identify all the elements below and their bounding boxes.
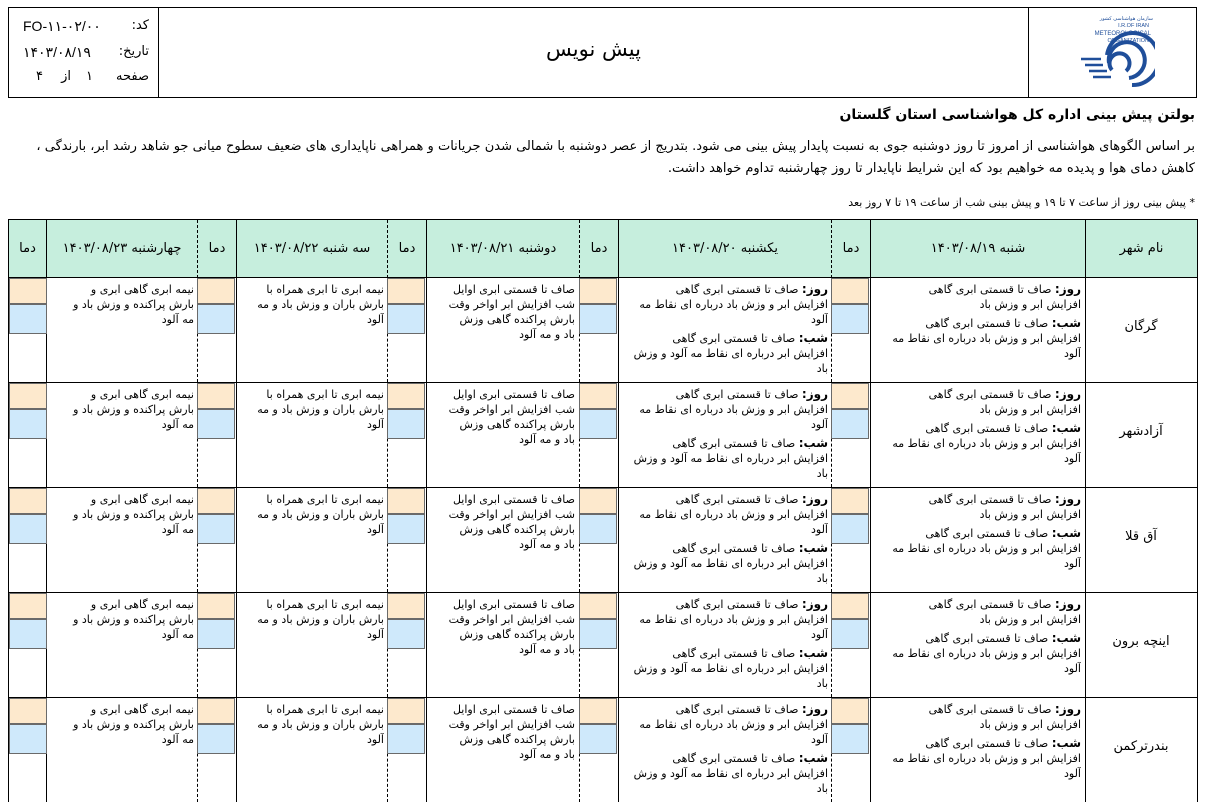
sun-night-line1: صاف تا قسمتی ابری گاهی	[672, 437, 796, 450]
wed-line1: نیمه ابری گاهی ابری و	[90, 598, 194, 611]
forecast-sun	[623, 282, 828, 382]
tue-line3: آلود	[367, 313, 384, 326]
column-divider	[618, 593, 619, 697]
sat-night-line3: آلود	[1064, 347, 1081, 360]
sat-night-line2: افزایش ابر و وزش باد درباره ای نقاط مه	[892, 752, 1081, 765]
sun-night-line1: صاف تا قسمتی ابری گاهی	[672, 752, 796, 765]
max-temp-field[interactable]	[831, 488, 869, 514]
sat-day-line1: صاف تا قسمتی ابری گاهی	[928, 598, 1052, 611]
forecast-sat	[875, 702, 1081, 800]
page-label: صفحه	[116, 69, 149, 84]
max-temp-field[interactable]	[579, 593, 617, 619]
form-info-box	[9, 8, 159, 97]
night-label: شب:	[1051, 421, 1081, 435]
mon-line1: صاف تا قسمتی ابری اوایل	[452, 283, 575, 296]
min-temp-field[interactable]	[387, 514, 425, 544]
day-label: روز:	[1054, 387, 1081, 401]
min-temp-field[interactable]	[9, 409, 47, 439]
min-temp-field[interactable]	[197, 304, 235, 334]
sat-night-line3: آلود	[1064, 452, 1081, 465]
max-temp-field[interactable]	[387, 488, 425, 514]
forecast-wed	[50, 702, 194, 800]
forecast-tue	[240, 492, 384, 590]
max-temp-field[interactable]	[197, 488, 235, 514]
max-temp-field[interactable]	[831, 593, 869, 619]
max-temp-field[interactable]	[387, 593, 425, 619]
header-temp-mon: دما	[387, 220, 426, 278]
day-label: روز:	[1054, 492, 1081, 506]
forecast-mon	[430, 387, 575, 485]
wed-line2: بارش پراکنده و وزش باد و	[73, 403, 194, 416]
header-day-mon: دوشنبه ۱۴۰۳/۰۸/۲۱	[426, 220, 579, 278]
forecast-sat	[875, 492, 1081, 590]
day-label: روز:	[801, 387, 828, 401]
min-temp-field[interactable]	[9, 304, 47, 334]
max-temp-field[interactable]	[9, 383, 47, 409]
min-temp-field[interactable]	[9, 514, 47, 544]
min-temp-field[interactable]	[579, 724, 617, 754]
max-temp-field[interactable]	[197, 698, 235, 724]
logo-text-line1: سازمان هواشناسی کشور	[1099, 16, 1153, 22]
logo-text-line4: ORGANIZATION	[1107, 38, 1149, 44]
city-name: گرگان	[1124, 318, 1158, 334]
header-day-sat: شنبه ۱۴۰۳/۰۸/۱۹	[870, 220, 1085, 278]
bulletin-title: بولتن پیش بینی اداره کل هواشناسی استان گلستان	[839, 107, 1195, 123]
min-temp-field[interactable]	[579, 619, 617, 649]
max-temp-field[interactable]	[579, 698, 617, 724]
column-divider	[236, 488, 237, 592]
forecast-sun	[623, 492, 828, 592]
sat-day-line1: صاف تا قسمتی ابری گاهی	[928, 493, 1052, 506]
sat-day-line2: افزایش ابر و وزش باد	[979, 613, 1081, 626]
mon-line2: شب افزایش ابر اواخر وقت	[448, 718, 575, 731]
table-row	[9, 278, 1197, 383]
night-label: شب:	[798, 436, 828, 450]
sat-night-line1: صاف تا قسمتی ابری گاهی	[925, 422, 1049, 435]
min-temp-field[interactable]	[387, 724, 425, 754]
page-of-label: از	[61, 69, 71, 84]
sun-night-line2: افزایش ابر درباره ای نقاط مه آلود و وزش	[633, 662, 828, 675]
code-row	[15, 17, 153, 35]
column-divider	[426, 488, 427, 592]
city-name: آق قلا	[1125, 528, 1157, 544]
column-divider	[618, 698, 619, 802]
night-label: شب:	[1051, 316, 1081, 330]
sun-night-line2: افزایش ابر درباره ای نقاط مه آلود و وزش	[633, 557, 828, 570]
forecast-time-note: * پیش بینی روز از ساعت ۷ تا ۱۹ و پیش بینی شب از ساعت ۱۹ تا ۷ روز بعد	[848, 196, 1195, 209]
mon-line3: بارش پراکنده گاهی وزش	[459, 418, 575, 431]
wed-line1: نیمه ابری گاهی ابری و	[90, 703, 194, 716]
tue-line2: بارش باران و وزش باد و مه	[257, 403, 384, 416]
max-temp-field[interactable]	[579, 488, 617, 514]
date-value: ۱۴۰۳/۰۸/۱۹	[23, 44, 91, 60]
sat-night-line2: افزایش ابر و وزش باد درباره ای نقاط مه	[892, 647, 1081, 660]
wed-line2: بارش پراکنده و وزش باد و	[73, 718, 194, 731]
mon-line3: بارش پراکنده گاهی وزش	[459, 523, 575, 536]
min-temp-field[interactable]	[197, 514, 235, 544]
mon-line1: صاف تا قسمتی ابری اوایل	[452, 388, 575, 401]
column-divider	[236, 383, 237, 487]
mon-line2: شب افزایش ابر اواخر وقت	[448, 613, 575, 626]
sat-night-line2: افزایش ابر و وزش باد درباره ای نقاط مه	[892, 437, 1081, 450]
wed-line3: مه آلود	[161, 628, 194, 641]
min-temp-field[interactable]	[387, 409, 425, 439]
mon-line1: صاف تا قسمتی ابری اوایل	[452, 703, 575, 716]
date-row	[15, 43, 153, 61]
sun-night-line1: صاف تا قسمتی ابری گاهی	[672, 647, 796, 660]
table-row	[9, 488, 1197, 593]
max-temp-field[interactable]	[197, 593, 235, 619]
column-divider	[870, 278, 871, 382]
tue-line1: نیمه ابری تا ابری همراه با	[266, 388, 384, 401]
wed-line2: بارش پراکنده و وزش باد و	[73, 508, 194, 521]
date-label: تاریخ:	[118, 44, 149, 59]
table-row	[9, 698, 1197, 802]
page-row	[15, 68, 153, 86]
mon-line4: باد و مه آلود	[519, 643, 575, 656]
forecast-sat	[875, 597, 1081, 695]
sun-day-line3: آلود	[811, 733, 828, 746]
day-label: روز:	[1054, 282, 1081, 296]
min-temp-field[interactable]	[579, 409, 617, 439]
logo-text-line2: I.R.OF IRAN	[1118, 23, 1149, 29]
forecast-tue	[240, 282, 384, 380]
night-label: شب:	[1051, 526, 1081, 540]
sat-night-line1: صاف تا قسمتی ابری گاهی	[925, 632, 1049, 645]
header-day-wed: چهارشنبه ۱۴۰۳/۰۸/۲۳	[46, 220, 197, 278]
sun-night-line3: باد	[816, 467, 828, 480]
max-temp-field[interactable]	[831, 278, 869, 304]
forecast-sun	[623, 702, 828, 802]
min-temp-field[interactable]	[9, 619, 47, 649]
sun-day-line1: صاف تا قسمتی ابری گاهی	[675, 283, 799, 296]
forecast-wed	[50, 597, 194, 695]
header-city: نام شهر	[1085, 220, 1197, 278]
wed-line2: بارش پراکنده و وزش باد و	[73, 298, 194, 311]
mon-line2: شب افزایش ابر اواخر وقت	[448, 403, 575, 416]
night-label: شب:	[798, 751, 828, 765]
header-temp-tue: دما	[197, 220, 236, 278]
min-temp-field[interactable]	[197, 619, 235, 649]
day-label: روز:	[801, 702, 828, 716]
forecast-wed	[50, 492, 194, 590]
sat-night-line1: صاف تا قسمتی ابری گاهی	[925, 737, 1049, 750]
forecast-tue	[240, 702, 384, 800]
min-temp-field[interactable]	[579, 514, 617, 544]
page-current: ۱	[86, 69, 93, 84]
night-label: شب:	[798, 646, 828, 660]
sun-day-line1: صاف تا قسمتی ابری گاهی	[675, 703, 799, 716]
sun-day-line3: آلود	[811, 418, 828, 431]
min-temp-field[interactable]	[579, 304, 617, 334]
min-temp-field[interactable]	[831, 409, 869, 439]
sat-day-line2: افزایش ابر و وزش باد	[979, 718, 1081, 731]
mon-line1: صاف تا قسمتی ابری اوایل	[452, 493, 575, 506]
column-divider	[870, 488, 871, 592]
sat-night-line1: صاف تا قسمتی ابری گاهی	[925, 527, 1049, 540]
tue-line3: آلود	[367, 733, 384, 746]
wed-line1: نیمه ابری گاهی ابری و	[90, 283, 194, 296]
column-divider	[236, 698, 237, 802]
min-temp-field[interactable]	[197, 724, 235, 754]
sun-day-line3: آلود	[811, 313, 828, 326]
mon-line2: شب افزایش ابر اواخر وقت	[448, 508, 575, 521]
sun-day-line3: آلود	[811, 628, 828, 641]
min-temp-field[interactable]	[831, 724, 869, 754]
tue-line2: بارش باران و وزش باد و مه	[257, 718, 384, 731]
wed-line3: مه آلود	[161, 313, 194, 326]
min-temp-field[interactable]	[387, 304, 425, 334]
sun-night-line2: افزایش ابر درباره ای نقاط مه آلود و وزش	[633, 347, 828, 360]
wed-line3: مه آلود	[161, 523, 194, 536]
sat-night-line2: افزایش ابر و وزش باد درباره ای نقاط مه	[892, 542, 1081, 555]
column-divider	[236, 278, 237, 382]
meteorological-organization-logo-icon	[1077, 13, 1155, 93]
code-value: FO-۱۱-۰۲/۰۰	[23, 18, 101, 34]
forecast-table	[8, 219, 1198, 802]
max-temp-field[interactable]	[9, 698, 47, 724]
header-temp-sun: دما	[579, 220, 618, 278]
city-name: آزادشهر	[1119, 423, 1163, 439]
min-temp-field[interactable]	[387, 619, 425, 649]
max-temp-field[interactable]	[579, 383, 617, 409]
table-row	[9, 383, 1197, 488]
sat-day-line2: افزایش ابر و وزش باد	[979, 508, 1081, 521]
tue-line3: آلود	[367, 418, 384, 431]
max-temp-field[interactable]	[831, 383, 869, 409]
sun-night-line3: باد	[816, 782, 828, 795]
sun-day-line1: صاف تا قسمتی ابری گاهی	[675, 493, 799, 506]
max-temp-field[interactable]	[197, 383, 235, 409]
forecast-tue	[240, 387, 384, 485]
max-temp-field[interactable]	[387, 278, 425, 304]
header-temp-sat: دما	[831, 220, 870, 278]
night-label: شب:	[1051, 736, 1081, 750]
logo-text-line3: METEOROLOGICAL	[1094, 31, 1151, 37]
max-temp-field[interactable]	[9, 593, 47, 619]
wed-line3: مه آلود	[161, 418, 194, 431]
organization-logo	[1028, 8, 1196, 97]
wed-line1: نیمه ابری گاهی ابری و	[90, 493, 194, 506]
sat-night-line1: صاف تا قسمتی ابری گاهی	[925, 317, 1049, 330]
tue-line1: نیمه ابری تا ابری همراه با	[266, 283, 384, 296]
sun-night-line3: باد	[816, 677, 828, 690]
max-temp-field[interactable]	[9, 278, 47, 304]
header-day-tue: سه شنبه ۱۴۰۳/۰۸/۲۲	[236, 220, 387, 278]
forecast-mon	[430, 597, 575, 695]
night-label: شب:	[798, 541, 828, 555]
forecast-mon	[430, 282, 575, 380]
wed-line3: مه آلود	[161, 733, 194, 746]
forecast-mon	[430, 492, 575, 590]
header-temp-wed: دما	[9, 220, 46, 278]
city-name: بندرترکمن	[1113, 738, 1169, 754]
min-temp-field[interactable]	[9, 724, 47, 754]
column-divider	[870, 593, 871, 697]
sun-day-line1: صاف تا قسمتی ابری گاهی	[675, 598, 799, 611]
sun-day-line2: افزایش ابر و وزش باد درباره ای نقاط مه	[639, 508, 828, 521]
max-temp-field[interactable]	[831, 698, 869, 724]
column-divider	[618, 278, 619, 382]
tue-line2: بارش باران و وزش باد و مه	[257, 508, 384, 521]
mon-line3: بارش پراکنده گاهی وزش	[459, 628, 575, 641]
mon-line3: بارش پراکنده گاهی وزش	[459, 313, 575, 326]
bulletin-line-2: کاهش دمای هوا و پدیده مه خواهیم بود که این شرایط ناپایدار تا روز چهارشنبه تداوم خواهد داشت.	[667, 161, 1195, 176]
sat-night-line3: آلود	[1064, 662, 1081, 675]
sun-day-line2: افزایش ابر و وزش باد درباره ای نقاط مه	[639, 298, 828, 311]
mon-line4: باد و مه آلود	[519, 328, 575, 341]
wed-line1: نیمه ابری گاهی ابری و	[90, 388, 194, 401]
column-divider	[618, 488, 619, 592]
sun-day-line1: صاف تا قسمتی ابری گاهی	[675, 388, 799, 401]
column-divider	[426, 593, 427, 697]
day-label: روز:	[801, 597, 828, 611]
mon-line3: بارش پراکنده گاهی وزش	[459, 733, 575, 746]
max-temp-field[interactable]	[387, 698, 425, 724]
sun-night-line3: باد	[816, 362, 828, 375]
bulletin-line-1: بر اساس الگوهای هواشناسی از امروز تا روز دوشنبه جوی به نسبت پایدار پیش بینی می شود. بتدریج از عصر دوشنبه با شمالی شدن جریانات و همراهی ناپایداری های ضعیف سطوح میانی جو شاهد رشد ابر، بارندگی ،	[36, 139, 1195, 154]
document-title: پیش نویس	[546, 37, 641, 61]
sun-night-line3: باد	[816, 572, 828, 585]
night-label: شب:	[1051, 631, 1081, 645]
sun-day-line2: افزایش ابر و وزش باد درباره ای نقاط مه	[639, 613, 828, 626]
day-label: روز:	[1054, 597, 1081, 611]
sat-day-line2: افزایش ابر و وزش باد	[979, 298, 1081, 311]
min-temp-field[interactable]	[197, 409, 235, 439]
sat-night-line3: آلود	[1064, 767, 1081, 780]
day-label: روز:	[801, 492, 828, 506]
bulletin-body	[10, 136, 1195, 180]
min-temp-field[interactable]	[831, 619, 869, 649]
header-day-sun: یکشنبه ۱۴۰۳/۰۸/۲۰	[618, 220, 831, 278]
sat-day-line1: صاف تا قسمتی ابری گاهی	[928, 283, 1052, 296]
tue-line3: آلود	[367, 523, 384, 536]
sun-day-line2: افزایش ابر و وزش باد درباره ای نقاط مه	[639, 718, 828, 731]
document-header	[8, 7, 1197, 98]
forecast-wed	[50, 387, 194, 485]
max-temp-field[interactable]	[387, 383, 425, 409]
tue-line2: بارش باران و وزش باد و مه	[257, 298, 384, 311]
day-label: روز:	[801, 282, 828, 296]
column-divider	[870, 383, 871, 487]
tue-line1: نیمه ابری تا ابری همراه با	[266, 493, 384, 506]
sat-day-line2: افزایش ابر و وزش باد	[979, 403, 1081, 416]
sun-day-line3: آلود	[811, 523, 828, 536]
min-temp-field[interactable]	[831, 514, 869, 544]
column-divider	[870, 698, 871, 802]
tue-line2: بارش باران و وزش باد و مه	[257, 613, 384, 626]
wed-line2: بارش پراکنده و وزش باد و	[73, 613, 194, 626]
forecast-mon	[430, 702, 575, 800]
forecast-sun	[623, 597, 828, 697]
tue-line1: نیمه ابری تا ابری همراه با	[266, 598, 384, 611]
min-temp-field[interactable]	[831, 304, 869, 334]
sat-night-line2: افزایش ابر و وزش باد درباره ای نقاط مه	[892, 332, 1081, 345]
mon-line1: صاف تا قسمتی ابری اوایل	[452, 598, 575, 611]
mon-line2: شب افزایش ابر اواخر وقت	[448, 298, 575, 311]
table-row	[9, 593, 1197, 698]
mon-line4: باد و مه آلود	[519, 748, 575, 761]
column-divider	[236, 593, 237, 697]
page-total: ۴	[36, 69, 43, 84]
code-label: کد:	[131, 18, 149, 33]
day-label: روز:	[1054, 702, 1081, 716]
forecast-sat	[875, 387, 1081, 485]
forecast-sun	[623, 387, 828, 487]
forecast-tue	[240, 597, 384, 695]
night-label: شب:	[798, 331, 828, 345]
sun-night-line1: صاف تا قسمتی ابری گاهی	[672, 332, 796, 345]
sat-day-line1: صاف تا قسمتی ابری گاهی	[928, 388, 1052, 401]
max-temp-field[interactable]	[9, 488, 47, 514]
forecast-wed	[50, 282, 194, 380]
sun-night-line2: افزایش ابر درباره ای نقاط مه آلود و وزش	[633, 452, 828, 465]
sat-night-line3: آلود	[1064, 557, 1081, 570]
mon-line4: باد و مه آلود	[519, 433, 575, 446]
column-divider	[618, 383, 619, 487]
max-temp-field[interactable]	[197, 278, 235, 304]
column-divider	[426, 383, 427, 487]
sun-day-line2: افزایش ابر و وزش باد درباره ای نقاط مه	[639, 403, 828, 416]
sat-day-line1: صاف تا قسمتی ابری گاهی	[928, 703, 1052, 716]
column-divider	[426, 278, 427, 382]
city-name: اینچه برون	[1112, 633, 1170, 649]
tue-line3: آلود	[367, 628, 384, 641]
forecast-sat	[875, 282, 1081, 380]
tue-line1: نیمه ابری تا ابری همراه با	[266, 703, 384, 716]
sun-night-line2: افزایش ابر درباره ای نقاط مه آلود و وزش	[633, 767, 828, 780]
column-divider	[426, 698, 427, 802]
max-temp-field[interactable]	[579, 278, 617, 304]
mon-line4: باد و مه آلود	[519, 538, 575, 551]
sun-night-line1: صاف تا قسمتی ابری گاهی	[672, 542, 796, 555]
